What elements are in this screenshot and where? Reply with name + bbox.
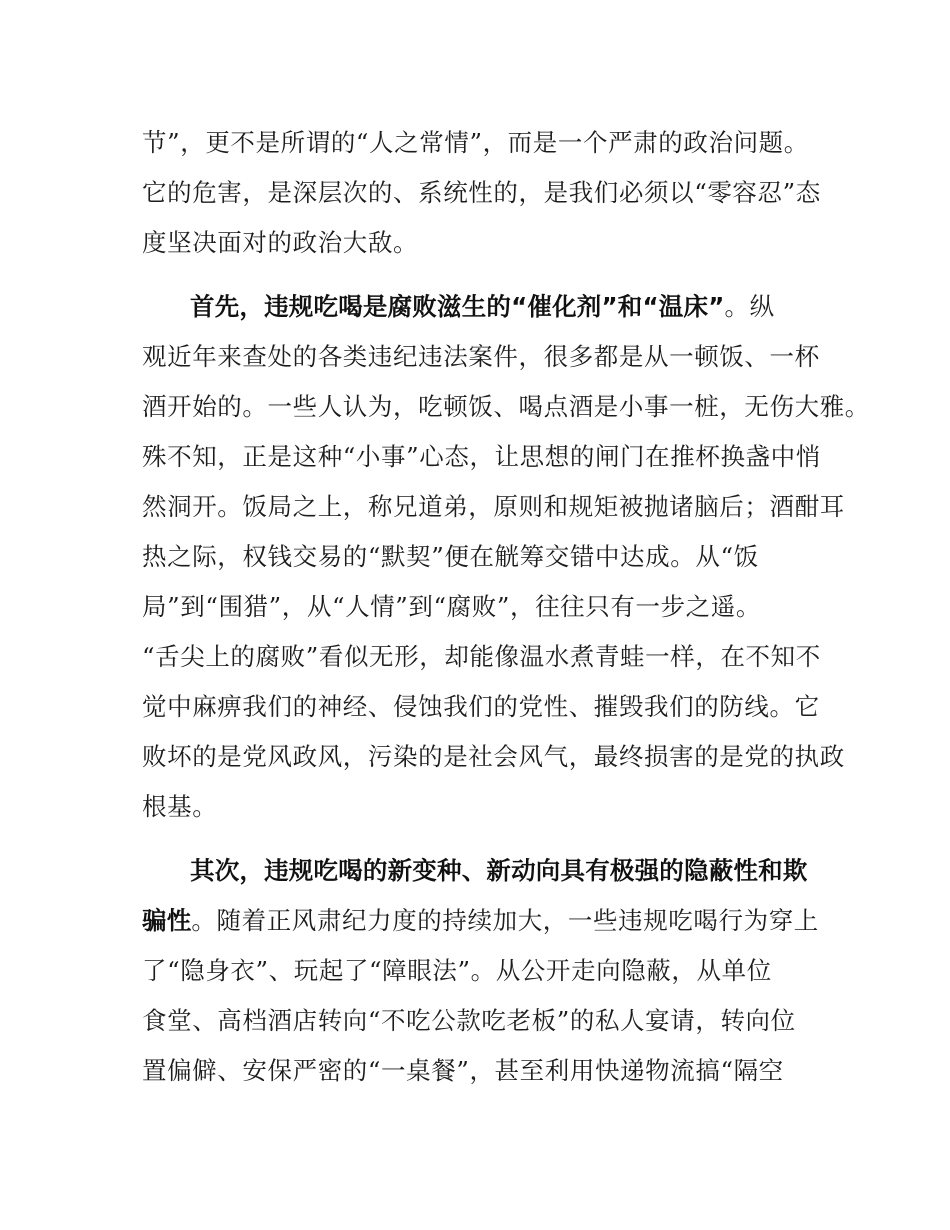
paragraph-1-line-1: 节”，更不是所谓的“人之常情”，而是一个严肃的政治问题。 [142, 128, 809, 157]
paragraph-3-line-5: 置偏僻、安保严密的“一桌餐”，甚至利用快递物流搞“隔空 [142, 1056, 784, 1085]
paragraph-3-line-3: 了“隐身衣”、玩起了“障眼法”。从公开走向隐蔽，从单位 [142, 956, 772, 985]
paragraph-2-line-1-rest: 。纵 [724, 292, 775, 321]
paragraph-2-line-4: 殊不知，正是这种“小事”心态，让思想的闸门在推杯换盏中悄 [142, 442, 821, 471]
paragraph-1-line-2: 它的危害，是深层次的、系统性的，是我们必须以“零容忍”态 [142, 178, 821, 207]
paragraph-3-line-1 [190, 846, 870, 896]
paragraph-2-line-5: 然洞开。饭局之上，称兄道弟，原则和规矩被抛诸脑后；酒酣耳 [142, 492, 845, 521]
paragraph-1-line-3: 度坚决面对的政治大敌。 [142, 228, 419, 257]
paragraph-3-heading-cont: 骗性 [142, 906, 192, 935]
paragraph-2-line-2: 观近年来查处的各类违纪违法案件，很多都是从一顿饭、一杯 [142, 342, 820, 371]
paragraph-3-heading: 其次，违规吃喝的新变种、新动向具有极强的隐蔽性和欺 [190, 856, 808, 885]
paragraph-3-line-2 [142, 896, 822, 946]
paragraph-2-line-10: 败坏的是党风政风，污染的是社会风气，最终损害的是党的执政 [142, 742, 845, 771]
paragraph-2-heading: 首先，违规吃喝是腐败滋生的“催化剂”和“温床” [190, 292, 725, 321]
paragraph-2-line-6: 热之际，权钱交易的“默契”便在觥筹交错中达成。从“饭 [142, 542, 759, 571]
paragraph-3-line-2-rest: 。随着正风肃纪力度的持续加大，一些违规吃喝行为穿上 [191, 906, 819, 935]
paragraph-2-line-11: 根基。 [142, 792, 218, 821]
paragraph-2-line-1 [190, 282, 870, 332]
paragraph-2-line-9: 觉中麻痹我们的神经、侵蚀我们的党性、摧毁我们的防线。它 [142, 692, 820, 721]
paragraph-2-line-7: 局”到“围猎”，从“人情”到“腐败”，往往只有一步之遥。 [142, 592, 761, 621]
paragraph-2-line-3: 酒开始的。一些人认为，吃顿饭、喝点酒是小事一桩，无伤大雅。 [142, 392, 870, 421]
paragraph-3-line-4: 食堂、高档酒店转向“不吃公款吃老板”的私人宴请，转向位 [142, 1006, 796, 1035]
paragraph-2-line-8: “舌尖上的腐败”看似无形，却能像温水煮青蛙一样，在不知不 [142, 642, 821, 671]
